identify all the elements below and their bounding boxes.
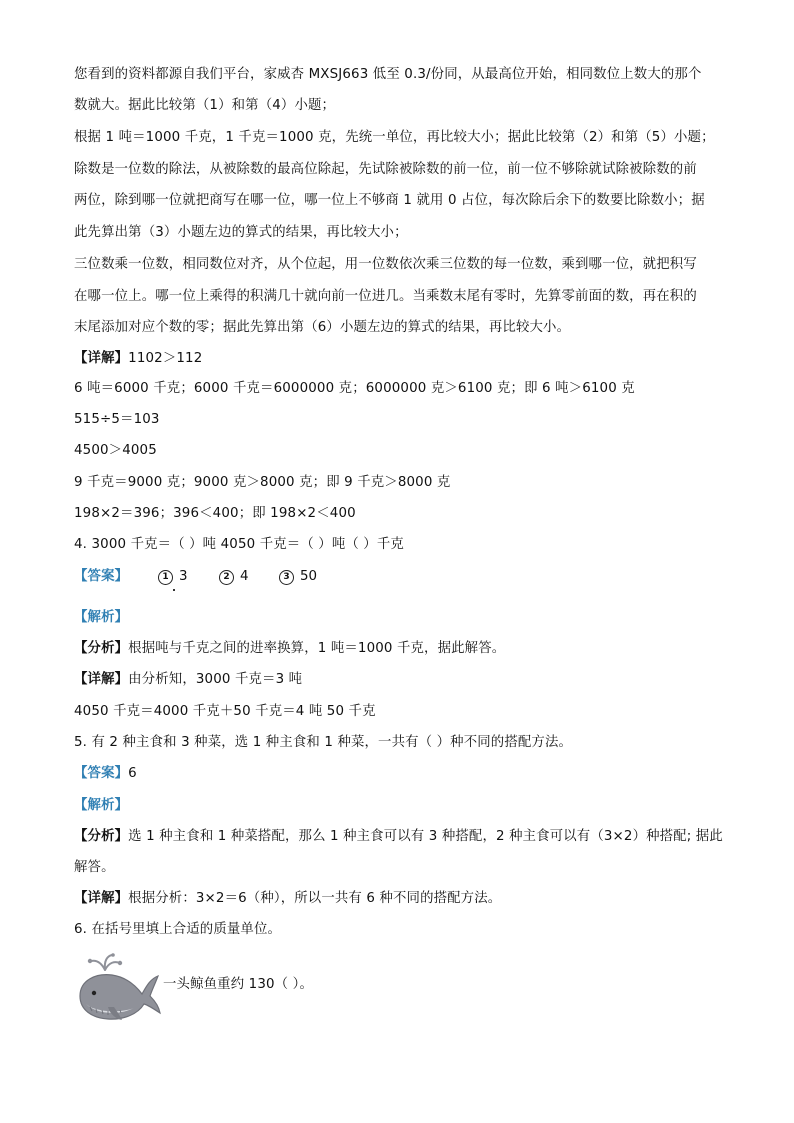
text-line: 数就大。据此比较第（1）和第（4）小题； xyxy=(74,98,336,113)
jiexi-label: 【解析】 xyxy=(74,798,129,813)
question-5: 5. 有 2 种主食和 3 种菜，选 1 种主食和 1 种菜，一共有（ ）种不同的搭配方法。 xyxy=(74,735,573,750)
detail-row: 198×2＝396；396＜400；即 198×2＜400 xyxy=(74,506,356,521)
detail-row: 515÷5＝103 xyxy=(74,412,160,427)
text-line: 此先算出第（3）小题左边的算式的结果，再比较大小； xyxy=(74,225,408,240)
answer-option-2: 2 4 xyxy=(219,568,249,586)
question-4: 4. 3000 千克＝（ ）吨 4050 千克＝（ ）吨（ ）千克 xyxy=(74,537,404,552)
detail-row: 4500＞4005 xyxy=(74,443,157,458)
text-line: 在哪一位上。哪一位上乘得的积满几十就向前一位进几。当乘数末尾有零时，先算零前面的数，再在积的 xyxy=(74,289,697,304)
stray-dot xyxy=(173,589,175,591)
circled-number-icon: 3 xyxy=(279,570,294,585)
answer-value: 6 xyxy=(128,766,137,781)
text-line: 三位数乘一位数，相同数位对齐，从个位起，用一位数依次乘三位数的每一位数，乘到哪一位，就把积写 xyxy=(74,257,697,272)
text-line: 末尾添加对应个数的零；据此先算出第（6）小题左边的算式的结果，再比较大小。 xyxy=(74,320,571,335)
answer-option-3: 3 50 xyxy=(279,568,317,586)
analysis-label: 【分析】 xyxy=(74,829,129,844)
text-line: 两位，除到哪一位就把商写在哪一位，哪一位上不够商 1 就用 0 占位，每次除后余下的数要比除数小；据 xyxy=(74,193,705,208)
detail-row: 6 吨＝6000 千克；6000 千克＝6000000 克；6000000 克＞6100 克；即 6 吨＞6100 克 xyxy=(74,381,635,396)
answer-line xyxy=(74,765,137,783)
detail-line: 【详解】由分析知，3000 千克＝3 吨 xyxy=(74,672,303,687)
answer-label: 【答案】 xyxy=(74,569,129,584)
whale-icon xyxy=(74,952,162,1026)
detail-row: 4050 千克＝4000 千克＋50 千克＝4 吨 50 千克 xyxy=(74,704,376,719)
answer-label: 【答案】 xyxy=(74,766,129,781)
detail-label: 【详解】 xyxy=(74,891,129,906)
question-6-item: 一头鲸鱼重约 130（ ）。 xyxy=(163,977,313,992)
analysis-line: 【分析】选 1 种主食和 1 种菜搭配，那么 1 种主食可以有 3 种搭配，2 种主食可以有（3×2）种搭配; 据此 xyxy=(74,829,723,844)
text-line: 除数是一位数的除法，从被除数的最高位除起，先试除被除数的前一位，前一位不够除就试除被除数的前 xyxy=(74,162,697,177)
detail-label: 【详解】 xyxy=(74,351,129,366)
circled-number-icon: 2 xyxy=(219,570,234,585)
detail-line xyxy=(74,350,202,368)
detail-label: 【详解】 xyxy=(74,672,129,687)
detail-line: 【详解】根据分析：3×2＝6（种），所以一共有 6 种不同的搭配方法。 xyxy=(74,891,502,906)
answer-option-1: 1 3 xyxy=(158,568,188,586)
detail-first: 1102＞112 xyxy=(128,351,203,366)
text-line: 根据 1 吨＝1000 千克，1 千克＝1000 克，先统一单位，再比较大小；据此比较第（2）和第（5）小题； xyxy=(74,130,715,145)
circled-number-icon: 1 xyxy=(158,570,173,585)
detail-row: 9 千克＝9000 克；9000 克＞8000 克；即 9 千克＞8000 克 xyxy=(74,475,451,490)
text-line: 您看到的资料都源自我们平台，家威杏 MXSJ663 低至 0.3/份同，从最高位开始，相同数位上数大的那个 xyxy=(74,67,702,82)
jiexi-label: 【解析】 xyxy=(74,610,129,625)
analysis-label: 【分析】 xyxy=(74,641,129,656)
analysis-line: 【分析】根据吨与千克之间的进率换算，1 吨＝1000 千克，据此解答。 xyxy=(74,641,506,656)
question-6: 6. 在括号里填上合适的质量单位。 xyxy=(74,922,282,937)
analysis-row: 解答。 xyxy=(74,860,115,875)
